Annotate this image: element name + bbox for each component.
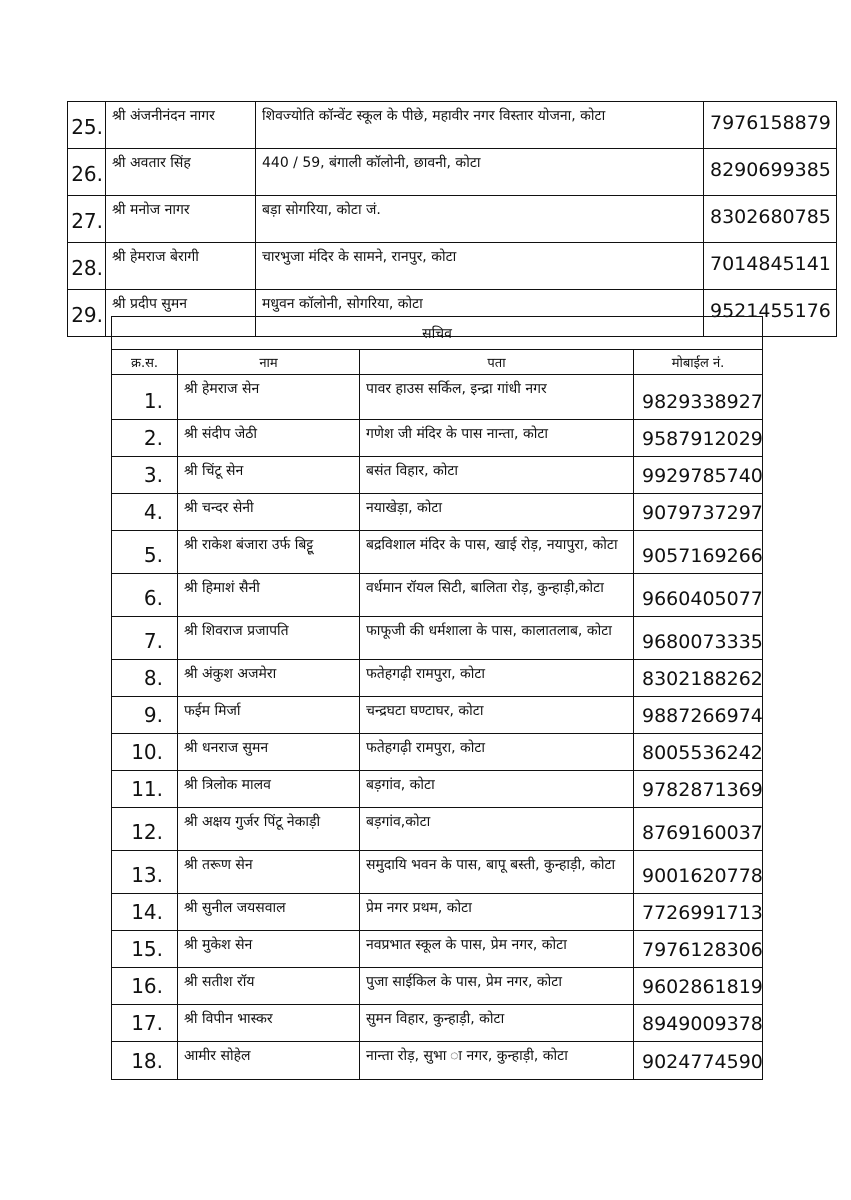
table-row [112, 931, 763, 968]
mobile-number: 9079737297 [634, 494, 763, 531]
member-address: फतेहगढ़ी रामपुरा, कोटा [360, 660, 634, 697]
members-table-continued [67, 101, 837, 337]
mobile-number: 8769160037 [634, 808, 763, 851]
member-name: श्री राकेश बंजारा उर्फ बिट्टू [178, 531, 360, 574]
table-row [68, 102, 837, 149]
secretary-table [111, 316, 763, 1080]
mobile-number: 9829338927 [634, 375, 763, 420]
member-address: बड़गांव,कोटा [360, 808, 634, 851]
serial-number: 17. [112, 1005, 178, 1042]
member-address: फाफूजी की धर्मशाला के पास, कालातलाब, कोटा [360, 617, 634, 660]
table-row [112, 851, 763, 894]
member-address: गणेश जी मंदिर के पास नान्ता, कोटा [360, 420, 634, 457]
mobile-number: 9660405077 [634, 574, 763, 617]
serial-number: 29. [68, 290, 106, 337]
member-address: बसंत विहार, कोटा [360, 457, 634, 494]
serial-number: 10. [112, 734, 178, 771]
member-name: श्री तरूण सेन [178, 851, 360, 894]
serial-number: 6. [112, 574, 178, 617]
member-name: श्री विपीन भास्कर [178, 1005, 360, 1042]
mobile-number: 8302188262 [634, 660, 763, 697]
member-address: सुमन विहार, कुन्हाड़ी, कोटा [360, 1005, 634, 1042]
table-row [112, 420, 763, 457]
member-name: फईम मिर्जा [178, 697, 360, 734]
member-name: श्री संदीप जेठी [178, 420, 360, 457]
table-row [68, 243, 837, 290]
header-serial-number: क्र.स. [112, 350, 178, 375]
member-address: चारभुजा मंदिर के सामने, रानपुर, कोटा [256, 243, 704, 290]
serial-number: 16. [112, 968, 178, 1005]
member-address: नयाखेड़ा, कोटा [360, 494, 634, 531]
mobile-number: 9602861819 [634, 968, 763, 1005]
mobile-number: 9521455176 [704, 290, 837, 337]
serial-number: 8. [112, 660, 178, 697]
mobile-number: 8302680785 [704, 196, 837, 243]
serial-number: 18. [112, 1042, 178, 1080]
member-address: पुजा साईकिल के पास, प्रेम नगर, कोटा [360, 968, 634, 1005]
mobile-number: 7726991713 [634, 894, 763, 931]
member-name: श्री सुनील जयसवाल [178, 894, 360, 931]
member-name: श्री शिवराज प्रजापति [178, 617, 360, 660]
secretary-table-body [112, 375, 763, 1080]
member-address: प्रेम नगर प्रथम, कोटा [360, 894, 634, 931]
table-row [112, 375, 763, 420]
table-row [112, 457, 763, 494]
member-address: नान्ता रोड़, सुभा ा नगर, कुन्हाड़ी, कोटा [360, 1042, 634, 1080]
member-name: श्री धनराज सुमन [178, 734, 360, 771]
serial-number: 26. [68, 149, 106, 196]
member-address: शिवज्योति कॉन्वेंट स्कूल के पीछे, महावीर नगर विस्तार योजना, कोटा [256, 102, 704, 149]
secretary-table-header [112, 350, 763, 375]
table-row [112, 1042, 763, 1080]
member-address: नवप्रभात स्कूल के पास, प्रेम नगर, कोटा [360, 931, 634, 968]
member-name: श्री हेमराज सेन [178, 375, 360, 420]
table-row [112, 660, 763, 697]
table-row [112, 617, 763, 660]
mobile-number: 9887266974 [634, 697, 763, 734]
table-row [112, 808, 763, 851]
mobile-number: 8290699385 [704, 149, 837, 196]
serial-number: 15. [112, 931, 178, 968]
member-name: श्री हिमाशं सैनी [178, 574, 360, 617]
secretary-table-title: सचिव [112, 317, 763, 350]
member-address: पावर हाउस सर्किल, इन्द्रा गांधी नगर [360, 375, 634, 420]
table-row [112, 894, 763, 931]
member-name: श्री अंजनीनंदन नागर [106, 102, 256, 149]
member-address: बड़गांव, कोटा [360, 771, 634, 808]
mobile-number: 7976128306 [634, 931, 763, 968]
table-row [112, 494, 763, 531]
table-row [112, 734, 763, 771]
serial-number: 11. [112, 771, 178, 808]
serial-number: 25. [68, 102, 106, 149]
member-address: वर्धमान रॉयल सिटी, बालिता रोड़, कुन्हाड़ी,कोटा [360, 574, 634, 617]
mobile-number: 7976158879 [704, 102, 837, 149]
members-table-body [68, 102, 837, 337]
member-address: 440 / 59, बंगाली कॉलोनी, छावनी, कोटा [256, 149, 704, 196]
mobile-number: 9680073335 [634, 617, 763, 660]
mobile-number: 9057169266 [634, 531, 763, 574]
mobile-number: 9001620778 [634, 851, 763, 894]
mobile-number: 8005536242 [634, 734, 763, 771]
mobile-number: 9929785740 [634, 457, 763, 494]
table-row [112, 968, 763, 1005]
mobile-number: 7014845141 [704, 243, 837, 290]
member-name: श्री मुकेश सेन [178, 931, 360, 968]
member-address: चन्द्रघटा घण्टाघर, कोटा [360, 697, 634, 734]
member-name: श्री हेमराज बेरागी [106, 243, 256, 290]
serial-number: 3. [112, 457, 178, 494]
mobile-number: 8949009378 [634, 1005, 763, 1042]
serial-number: 14. [112, 894, 178, 931]
serial-number: 5. [112, 531, 178, 574]
table-row [112, 697, 763, 734]
member-name: श्री चन्दर सेनी [178, 494, 360, 531]
member-address: फतेहगढ़ी रामपुरा, कोटा [360, 734, 634, 771]
serial-number: 4. [112, 494, 178, 531]
table-row [112, 531, 763, 574]
mobile-number: 9024774590 [634, 1042, 763, 1080]
serial-number: 1. [112, 375, 178, 420]
member-name: श्री सतीश रॉय [178, 968, 360, 1005]
table-row [112, 771, 763, 808]
member-name: श्री अवतार सिंह [106, 149, 256, 196]
member-address: बद्रविशाल मंदिर के पास, खाई रोड़, नयापुरा, कोटा [360, 531, 634, 574]
member-address: मधुवन कॉलोनी, सोगरिया, कोटा [256, 290, 704, 337]
serial-number: 12. [112, 808, 178, 851]
serial-number: 28. [68, 243, 106, 290]
table-row [68, 149, 837, 196]
table-row [112, 1005, 763, 1042]
member-name: श्री अक्षय गुर्जर पिंटू नेकाड़ी [178, 808, 360, 851]
header-name: नाम [178, 350, 360, 375]
member-name: श्री अंकुश अजमेरा [178, 660, 360, 697]
member-address: बड़ा सोगरिया, कोटा जं. [256, 196, 704, 243]
serial-number: 9. [112, 697, 178, 734]
serial-number: 7. [112, 617, 178, 660]
member-name: आमीर सोहेल [178, 1042, 360, 1080]
mobile-number: 9587912029 [634, 420, 763, 457]
header-address: पता [360, 350, 634, 375]
member-name: श्री चिंटू सेन [178, 457, 360, 494]
header-mobile: मोबाईल नं. [634, 350, 763, 375]
table-row [68, 196, 837, 243]
member-name: श्री त्रिलोक मालव [178, 771, 360, 808]
serial-number: 27. [68, 196, 106, 243]
member-name: श्री मनोज नागर [106, 196, 256, 243]
member-name: श्री प्रदीप सुमन [106, 290, 256, 337]
table-row [112, 574, 763, 617]
member-address: समुदायि भवन के पास, बापू बस्ती, कुन्हाड़ी, कोटा [360, 851, 634, 894]
serial-number: 2. [112, 420, 178, 457]
mobile-number: 9782871369 [634, 771, 763, 808]
serial-number: 13. [112, 851, 178, 894]
